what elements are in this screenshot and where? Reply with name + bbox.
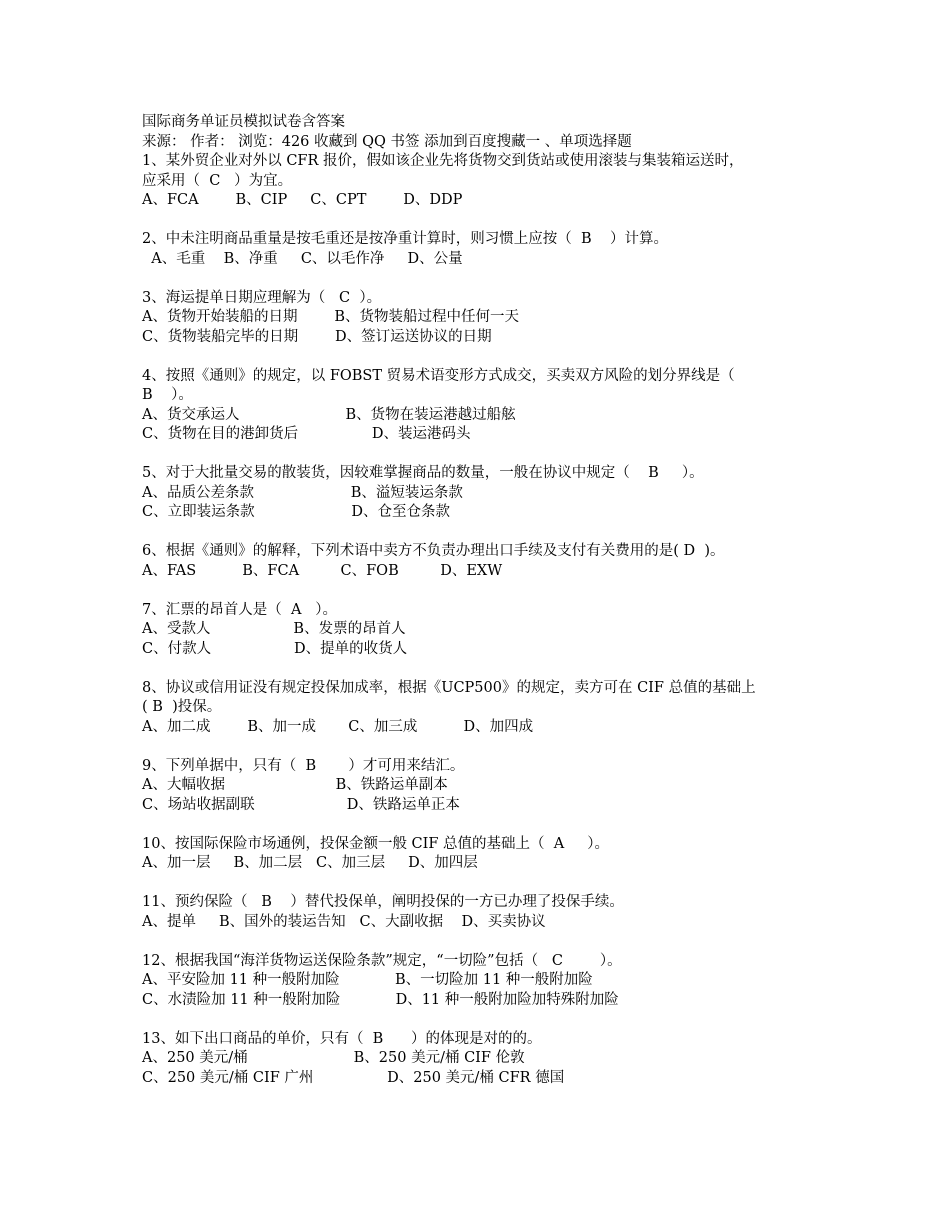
question-block xyxy=(142,952,822,1011)
question-spacer xyxy=(142,737,822,757)
question-text: 10、按国际保险市场通例，投保金额一般 CIF 总值的基础上（ A ）。 xyxy=(142,835,610,852)
question-spacer xyxy=(142,874,822,894)
question-block xyxy=(142,542,822,581)
question-spacer xyxy=(142,932,822,952)
question-text: 8、协议或信用证没有规定投保加成率，根据《UCP500》的规定，卖方可在 CIF 总值的基础上 xyxy=(142,679,756,696)
question-text: 13、如下出口商品的单价，只有（ B ）的体现是对的的。 xyxy=(142,1030,542,1047)
question-line: C、货物装船完毕的日期 D、签订运送协议的日期 xyxy=(142,328,492,345)
question-line: ( B )投保。 xyxy=(142,699,222,715)
question-line: A、FAS B、FCA C、FOB D、EXW xyxy=(142,562,503,579)
question-spacer xyxy=(142,1010,822,1030)
question-line: A、加二成 B、加一成 C、加三成 D、加四成 xyxy=(142,718,534,735)
document-meta: 来源： 作者： 浏览：426 收藏到 QQ 书签 添加到百度搜藏一 、单项选择题 xyxy=(142,133,632,150)
question-line: C、货物在目的港卸货后 D、装运港码头 xyxy=(142,426,471,442)
question-block xyxy=(142,757,822,816)
document-content xyxy=(142,113,822,1088)
question-text: 11、预约保险（ B ）替代投保单，阐明投保的一方已办理了投保手续。 xyxy=(142,894,624,910)
question-line: A、受款人 B、发票的昂首人 xyxy=(142,621,406,637)
question-spacer xyxy=(142,445,822,465)
question-block xyxy=(142,367,822,445)
question-spacer xyxy=(142,815,822,835)
question-block xyxy=(142,601,822,660)
question-block xyxy=(142,464,822,523)
question-line: C、场站收据副联 D、铁路运单正本 xyxy=(142,796,460,813)
question-block xyxy=(142,893,822,932)
question-spacer xyxy=(142,659,822,679)
question-line: A、平安险加 11 种一般附加险 B、一切险加 11 种一般附加险 xyxy=(142,972,593,988)
question-text: 5、对于大批量交易的散装货，因较难掌握商品的数量，一般在协议中规定（ B ）。 xyxy=(142,465,704,481)
question-line: A、250 美元/桶 B、250 美元/桶 CIF 伦敦 xyxy=(142,1050,525,1066)
document-title: 国际商务单证员模拟试卷含答案 xyxy=(142,114,345,130)
question-spacer xyxy=(142,347,822,367)
question-text: 12、根据我国“海洋货物运送保险条款”规定，“一切险”包括（ C ）。 xyxy=(142,952,622,969)
question-block xyxy=(142,835,822,874)
question-text: 6、根据《通则》的解释，下列术语中卖方不负责办理出口手续及支付有关费用的是( D )。 xyxy=(142,543,725,559)
question-line: C、付款人 D、提单的收货人 xyxy=(142,640,408,657)
question-block xyxy=(142,289,822,348)
question-text: 9、下列单据中，只有（ B ）才可用来结汇。 xyxy=(142,757,465,774)
question-line: C、立即装运条款 D、仓至仓条款 xyxy=(142,504,451,520)
question-line: C、水渍险加 11 种一般附加险 D、11 种一般附加险加特殊附加险 xyxy=(142,991,619,1008)
question-line: A、提单 B、国外的装运告知 C、大副收据 D、买卖协议 xyxy=(142,913,546,930)
question-text: 7、汇票的昂首人是（ A ）。 xyxy=(142,601,337,618)
question-text: 2、中未注明商品重量是按毛重还是按净重计算时，则习惯上应按（ B ）计算。 xyxy=(142,231,669,247)
question-list xyxy=(142,152,822,1088)
question-spacer xyxy=(142,211,822,231)
question-line: A、大幅收据 B、铁路运单副本 xyxy=(142,777,448,793)
question-line: A、品质公差条款 B、溢短装运条款 xyxy=(142,484,463,501)
question-line: 应采用（ C ）为宜。 xyxy=(142,172,293,189)
question-text: 3、海运提单日期应理解为（ C ）。 xyxy=(142,289,382,306)
question-text: 1、某外贸企业对外以 CFR 报价，假如该企业先将货物交到货站或使用滚装与集装箱运送时， xyxy=(142,153,744,169)
question-block xyxy=(142,230,822,269)
question-block xyxy=(142,152,822,211)
question-line: A、毛重 B、净重 C、以毛作净 D、公量 xyxy=(142,250,463,267)
question-text: 4、按照《通则》的规定，以 FOBST 贸易术语变形方式成交，买卖双方风险的划分界线是（ xyxy=(142,367,735,384)
question-line: A、货交承运人 B、货物在装运港越过船舷 xyxy=(142,406,516,423)
question-spacer xyxy=(142,581,822,601)
question-line: A、FCA B、CIP C、CPT D、DDP xyxy=(142,192,463,208)
question-block xyxy=(142,679,822,738)
question-line: C、250 美元/桶 CIF 广州 D、250 美元/桶 CFR 德国 xyxy=(142,1069,565,1086)
question-block xyxy=(142,1030,822,1089)
question-line: A、货物开始装船的日期 B、货物装船过程中任何一天 xyxy=(142,309,519,325)
question-line: B ）。 xyxy=(142,387,193,403)
question-spacer xyxy=(142,523,822,543)
question-spacer xyxy=(142,269,822,289)
question-line: A、加一层 B、加二层 C、加三层 D、加四层 xyxy=(142,855,478,871)
